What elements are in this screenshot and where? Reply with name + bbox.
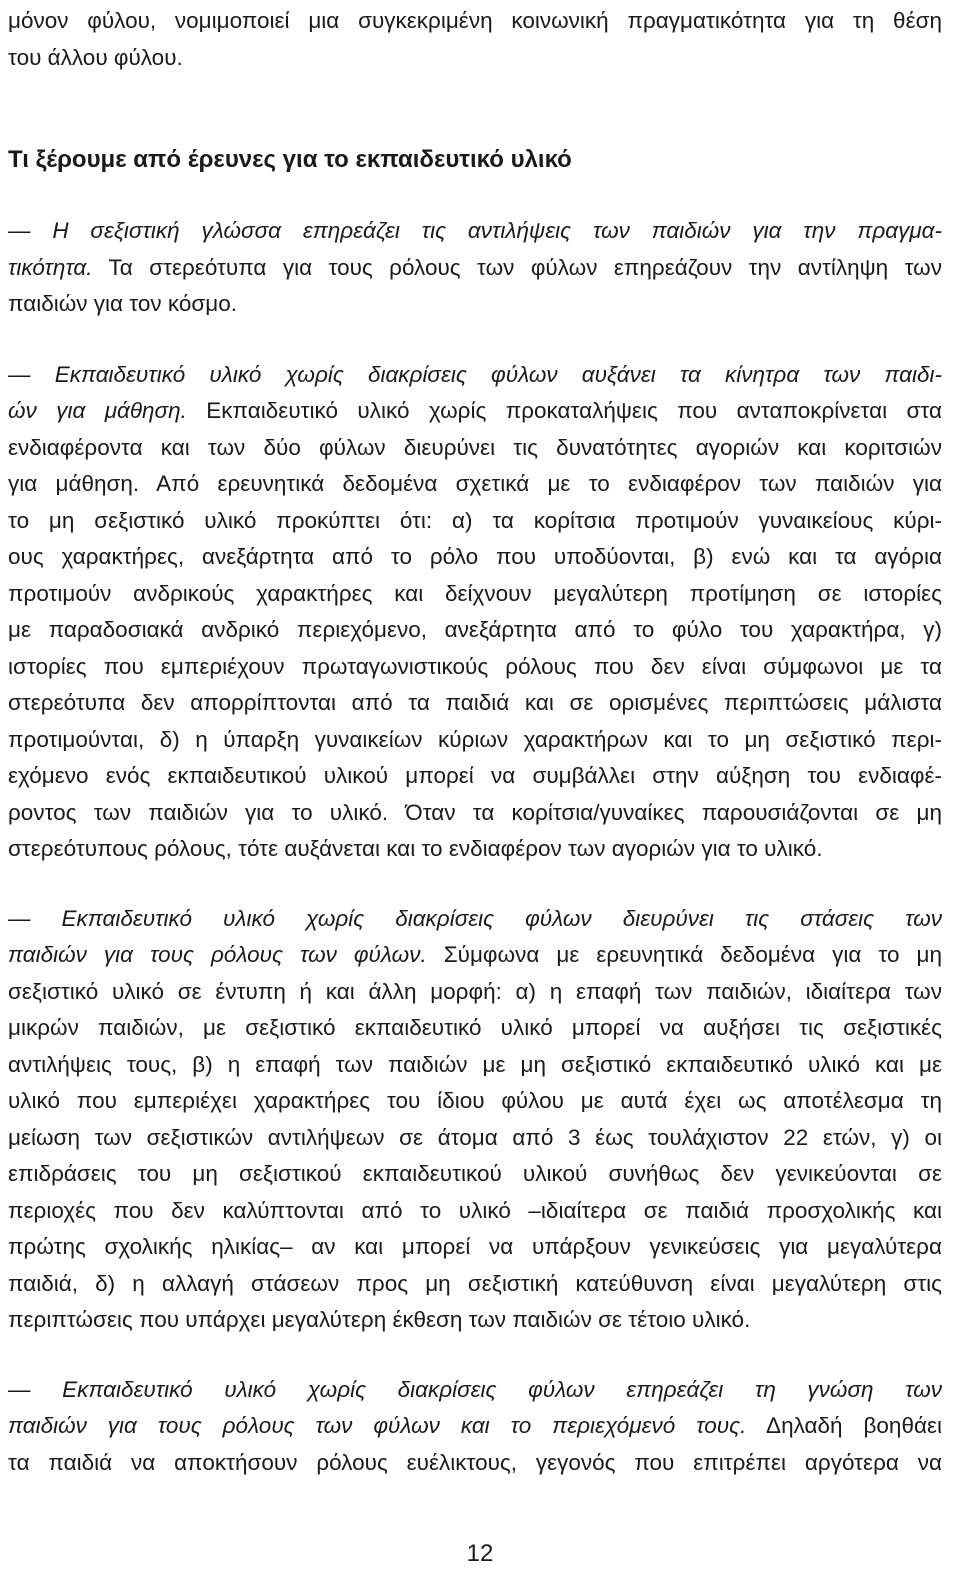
p3-line-11: παιδιά, δ) η αλλαγή στάσεων προς μη σεξιστική κατεύθυνση είναι μεγαλύτερη στις (8, 1270, 942, 1296)
p4-line-1 (8, 1372, 942, 1409)
p2-line-3: ενδιαφέροντα και των δύο φύλων διευρύνει τις δυνατότητες αγοριών και κοριτσιών (8, 434, 942, 460)
p4-line-2-italic: παιδιών για τους ρόλους των φύλων και το περιεχόμενό τους. (8, 1413, 747, 1438)
p2-line-14: στερεότυπους ρόλους, τότε αυξάνεται και το ενδιαφέρον των αγοριών για το υλικό. (8, 836, 823, 861)
p3-line-6: υλικό που εμπεριέχει χαρακτήρες του ίδιου φύλου με αυτά έχει ως αποτέλεσμα τη (8, 1088, 942, 1113)
p2-line-8: με παραδοσιακά ανδρικό περιεχόμενο, ανεξάρτητα από το φύλο του χαρακτήρα, γ) (8, 617, 942, 642)
p2-line-12: εχόμενο ενός εκπαιδευτικού υλικού μπορεί να συμβάλλει στην αύξηση του ενδιαφέ- (8, 763, 942, 788)
p2-line-2-text: Εκπαιδευτικό υλικό χωρίς προκαταλήψεις που ανταποκρίνεται στα (186, 398, 943, 423)
p3-line-12: περιπτώσεις που υπάρχει μεγαλύτερη έκθεση των παιδιών σε τέτοιο υλικό. (8, 1307, 751, 1332)
p3-line-1 (8, 901, 942, 938)
p1-line-2-italic: τικότητα. (8, 254, 93, 280)
p2-line-10: στερεότυπα δεν απορρίπτονται από τα παιδιά και σε ορισμένες περιπτώσεις μάλιστα (8, 690, 942, 715)
p3-line-1-italic: — Εκπαιδευτικό υλικό χωρίς διακρίσεις φύλων διευρύνει τις στάσεις των (8, 905, 942, 931)
p2-line-2-italic: ών για μάθηση. (8, 398, 187, 423)
p1-line-1-italic: — Η σεξιστική γλώσσα επηρεάζει τις αντιλήψεις των παιδιών για την πραγμα- (8, 218, 942, 243)
p2-line-4: για μάθηση. Από ερευνητικά δεδομένα σχετικά με το ενδιαφέρον των παιδιών για (8, 471, 942, 496)
p1-line-2 (8, 250, 942, 287)
document-page (8, 0, 942, 1481)
p3-line-7: μείωση των σεξιστικών αντιλήψεων σε άτομα από 3 έως τουλάχιστον 22 ετών, γ) οι (8, 1124, 942, 1150)
p2-line-5: το μη σεξιστικό υλικό προκύπτει ότι: α) τα κορίτσια προτιμούν γυναικείους κύρι- (8, 507, 942, 533)
p3-line-5: αντιλήψεις τους, β) η επαφή των παιδιών με μη σεξιστικό εκπαιδευτικό υλικό και με (8, 1051, 942, 1077)
p2-line-7: προτιμούν ανδρικούς χαρακτήρες και δείχνουν μεγαλύτερη προτίμηση σε ιστορίες (8, 580, 942, 606)
p2-line-13: ροντος των παιδιών για το υλικό. Όταν τα κορίτσια/γυναίκες παρουσιάζονται σε μη (8, 799, 942, 825)
intro-line-1: μόνον φύλου, νομιμοποιεί μια συγκεκριμένη κοινωνική πραγματικότητα για τη θέση (8, 8, 942, 33)
p2-line-9: ιστορίες που εμπεριέχουν πρωταγωνιστικούς ρόλους που δεν είναι σύμφωνοι με τα (8, 653, 942, 679)
p1-line-2-text: Τα στερεότυπα για τους ρόλους των φύλων επηρεάζουν την αντίληψη των (92, 254, 942, 280)
intro-line-2: του άλλου φύλου. (8, 44, 183, 70)
p3-line-2 (8, 937, 942, 974)
p3-line-2-text: Σύμφωνα με ερευνητικά δεδομένα για το μη (426, 942, 942, 967)
p1-line-1 (8, 213, 942, 250)
p3-line-8: επιδράσεις του μη σεξιστικού εκπαιδευτικού υλικού συνήθως δεν γενικεύονται σε (8, 1161, 942, 1186)
page-number: 12 (466, 1540, 494, 1567)
p2-line-6: ους χαρακτήρες, ανεξάρτητα από το ρόλο που υποδύονται, β) ενώ και τα αγόρια (8, 544, 942, 569)
p2-line-1 (8, 357, 942, 394)
p2-line-2 (8, 393, 942, 430)
p2-line-11: προτιμούνται, δ) η ύπαρξη γυναικείων κύριων χαρακτήρων και το μη σεξιστικό περι- (8, 726, 942, 752)
p4-line-1-italic: — Εκπαιδευτικό υλικό χωρίς διακρίσεις φύλων επηρεάζει τη γνώση των (8, 1376, 942, 1402)
p4-line-2 (8, 1408, 942, 1445)
p4-line-2-text: Δηλαδή βοηθάει (746, 1413, 942, 1438)
p1-line-3: παιδιών για τον κόσμο. (8, 291, 237, 316)
p3-line-3: σεξιστικό υλικό σε έντυπη ή και άλλη μορφή: α) η επαφή των παιδιών, ιδιαίτερα των (8, 978, 942, 1004)
p3-line-4: μικρών παιδιών, με σεξιστικό εκπαιδευτικό υλικό μπορεί να αυξήσει τις σεξιστικές (8, 1015, 942, 1040)
section-heading: Τι ξέρουμε από έρευνες για το εκπαιδευτικό υλικό (8, 146, 572, 173)
p2-line-1-italic: — Εκπαιδευτικό υλικό χωρίς διακρίσεις φύλων αυξάνει τα κίνητρα των παιδι- (8, 361, 942, 387)
p3-line-10: πρώτης σχολικής ηλικίας– αν και μπορεί να υπάρξουν γενικεύσεις για μεγαλύτερα (8, 1234, 942, 1259)
p4-line-3: τα παιδιά να αποκτήσουν ρόλους ευέλικτους, γεγονός που επιτρέπει αργότερα να (8, 1449, 942, 1475)
p3-line-2-italic: παιδιών για τους ρόλους των φύλων. (8, 942, 427, 967)
p3-line-9: περιοχές που δεν καλύπτονται από το υλικό –ιδιαίτερα σε παιδιά προσχολικής και (8, 1197, 942, 1223)
